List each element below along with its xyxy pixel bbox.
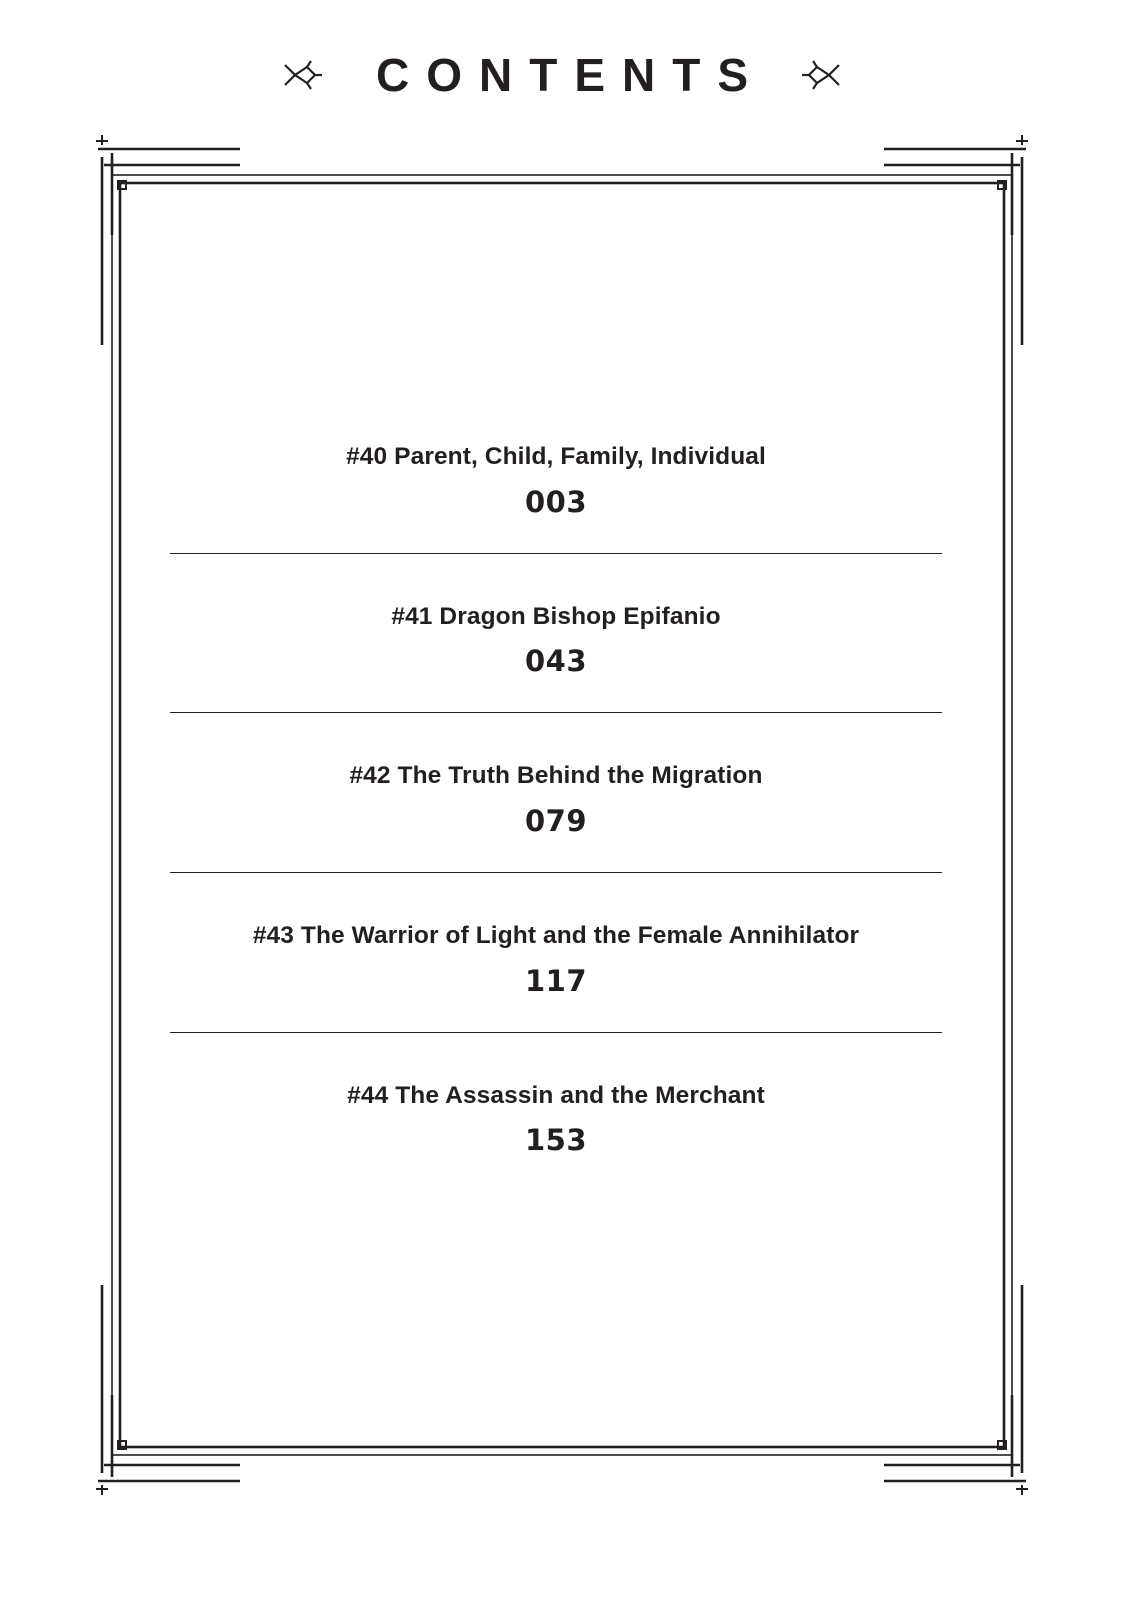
chapter-page-number: 043 xyxy=(524,644,588,679)
chapter-title: #41 Dragon Bishop Epifanio xyxy=(391,602,721,630)
chapter-title: #43 The Warrior of Light and the Female Annihilator xyxy=(252,921,860,949)
list-item[interactable] xyxy=(170,899,942,1018)
chapter-page-number: 003 xyxy=(524,484,588,519)
chapter-page-number: 079 xyxy=(524,803,588,838)
chapter-title: #44 The Assassin and the Merchant xyxy=(347,1081,765,1109)
list-item[interactable] xyxy=(170,420,942,539)
ornament-left-icon xyxy=(281,57,325,93)
chapter-page-number: 153 xyxy=(524,1123,588,1158)
page-header xyxy=(0,49,1124,101)
chapter-title: #40 Parent, Child, Family, Individual xyxy=(346,443,766,470)
list-item[interactable] xyxy=(170,739,942,858)
chapter-page-number: 117 xyxy=(524,963,588,998)
chapter-title: #42 The Truth Behind the Migration xyxy=(349,762,763,790)
list-item[interactable] xyxy=(170,1059,942,1178)
list-item[interactable] xyxy=(170,580,942,699)
contents-list xyxy=(170,420,942,1177)
page-title: CONTENTS xyxy=(376,49,765,101)
ornament-right-icon xyxy=(799,57,843,93)
